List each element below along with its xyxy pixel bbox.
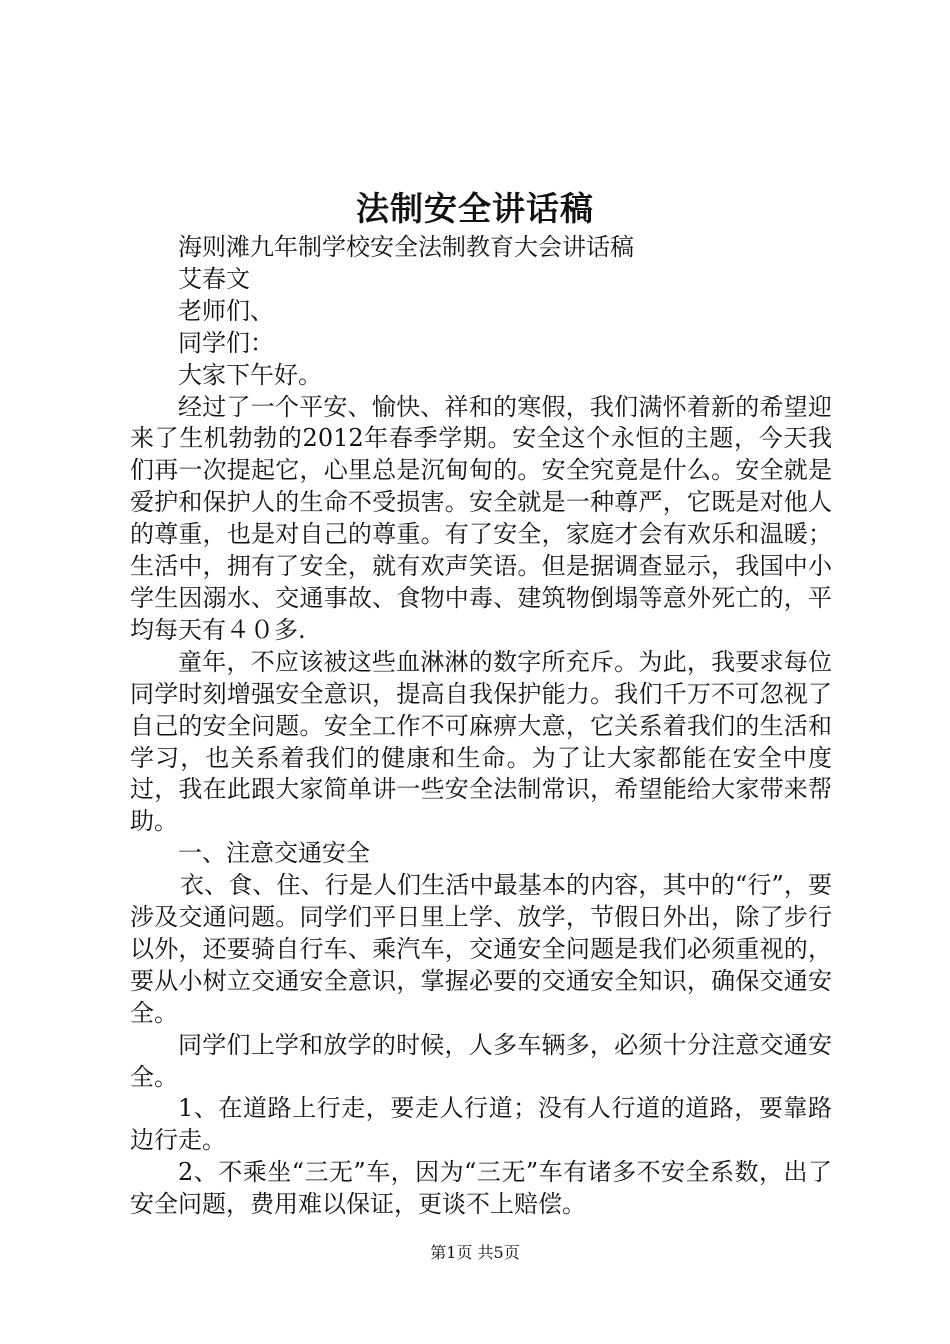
salutation-teachers: 老师们、 bbox=[178, 296, 274, 325]
document-title: 法制安全讲话稿 bbox=[356, 189, 594, 228]
page-number-footer: 第1页 共5页 bbox=[430, 1243, 520, 1262]
paragraph: 衣、食、住、行是人们生活中最基本的内容，其中的“行”，要涉及交通问题。同学们平日里上学、放学，节假日外出，除了步行以外，还要骑自行车、乘汽车，交通安全问题是我们必须重视的，要从小树立交通安全意识，掌握必要的交通安全知识，确保交通安全。 bbox=[130, 871, 832, 1027]
paragraph: 同学们上学和放学的时候，人多车辆多，必须十分注意交通安全。 bbox=[130, 1030, 832, 1091]
document-body bbox=[130, 232, 832, 1221]
document-subtitle: 海则滩九年制学校安全法制教育大会讲话稿 bbox=[178, 233, 634, 261]
author-name: 艾春文 bbox=[178, 264, 250, 293]
section-heading: 一、注意交通安全 bbox=[178, 839, 370, 868]
paragraph: 经过了一个平安、愉快、祥和的寒假，我们满怀着新的希望迎来了生机勃勃的2012年春季学期。安全这个永恒的主题，今天我们再一次提起它，心里总是沉甸甸的。安全究竟是什么。安全就是爱护和保护人的生命不受损害。安全就是一种尊严，它既是对他人的尊重，也是对自己的尊重。有了安全，家庭才会有欢乐和温暖；生活中，拥有了安全，就有欢声笑语。但是据调查显示，我国中小学生因溺水、交通事故、食物中毒、建筑物倒塌等意外死亡的，平均每天有４０多. bbox=[130, 392, 832, 644]
paragraph: 童年，不应该被这些血淋淋的数字所充斥。为此，我要求每位同学时刻增强安全意识，提高自我保护能力。我们千万不可忽视了自己的安全问题。安全工作不可麻痹大意，它关系着我们的生活和学习，也关系着我们的健康和生命。为了让大家都能在安全中度过，我在此跟大家简单讲一些安全法制常识，希望能给大家带来帮助。 bbox=[130, 647, 832, 836]
salutation-students: 同学们： bbox=[178, 328, 274, 357]
greeting: 大家下午好。 bbox=[178, 360, 322, 389]
list-item: 1、在道路上行走，要走人行道；没有人行道的道路，要靠路边行走。 bbox=[130, 1094, 832, 1155]
list-item: 2、不乘坐“三无”车，因为“三无”车有诸多不安全系数，出了安全问题，费用难以保证，更谈不上赔偿。 bbox=[130, 1158, 832, 1219]
